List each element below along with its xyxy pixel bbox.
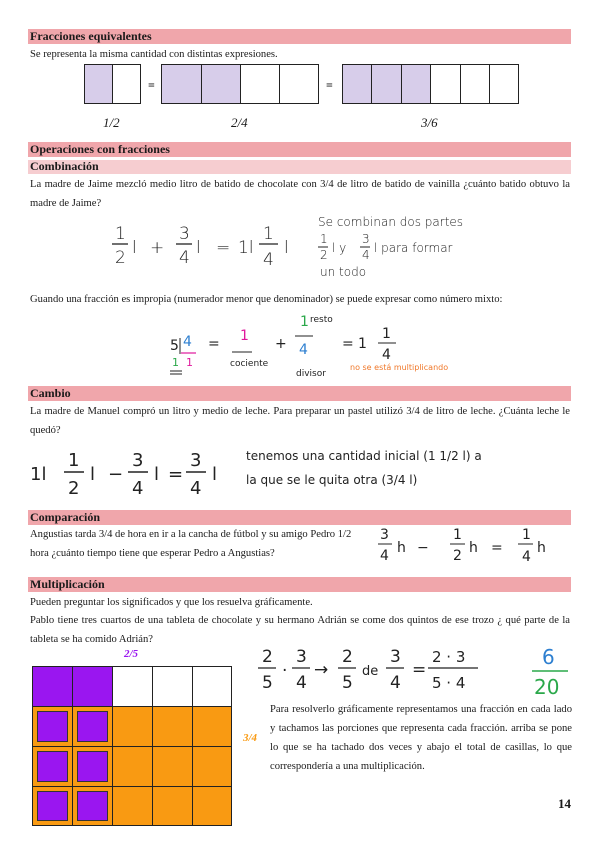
hw-unit: h [537,540,546,556]
page-number: 14 [558,796,571,811]
hw-digit: 5 · 4 [432,674,466,692]
hw-note: la que se le quita otra (3/4 l) [246,473,418,487]
hw-unit: l [132,238,137,258]
bar-cell-empty [460,64,490,104]
grid-cell-empty [152,666,193,707]
hw-note: 1 [320,232,328,246]
comparacion-text: Angustias tarda 3/4 de hora en ir a la cancha de fútbol y su amigo Pedro 1/2 hora ¿cuánto tiempo tiene que esperar Pedro a Angustias? [30,529,352,559]
subsection-band-combinacion [28,160,571,174]
hw-word: de [362,664,379,679]
hw-digit: 3 [190,450,202,471]
subsection-title-combinacion: Combinación [30,159,99,173]
grid-cell-empty [192,666,232,707]
multiplication-grid [32,666,232,826]
hw-digit: 5 [342,673,353,693]
hw-digit: 4 [183,334,192,350]
hw-digit: 2 [115,248,126,268]
label-two-quarters: 2/4 [231,115,248,130]
multiplicacion-text-2: Pablo tiene tres cuartos de una tableta de chocolate y su hermano Adrián se come dos quintos de ese trozo ¿ qué parte de la tableta se ha comido Adrián? [30,615,570,645]
hw-digit: 4 [263,250,274,270]
hw-digit: 1 [453,527,462,543]
equiv-text: Se representa la misma cantidad con distintas expresiones. [30,49,278,60]
hw-digit: 4 [380,548,389,564]
grid-cell-orange [192,746,232,787]
grid-cell-orange [152,706,193,747]
hw-note: no se está multiplicando [350,363,449,372]
hw-op: = [412,660,427,680]
hw-digit: 2 [68,478,80,499]
hw-op: → [314,660,329,680]
hw-unit: h [397,540,406,556]
hw-digit: 3 [390,647,401,667]
hw-digit: 2 [262,647,273,667]
hw-digit: 2 · 3 [432,648,466,666]
hw-whole: 1l [238,238,254,258]
hw-op: − [417,540,429,556]
grid-label-side: 3/4 [243,732,258,744]
grid-cell-orange [152,786,193,826]
mixed-number-handwriting [160,310,460,385]
section-band-multiplicacion [28,577,571,592]
hw-digit: 2 [342,647,353,667]
hw-digit: 4 [190,478,202,499]
hw-label: divisor [296,369,326,379]
hw-digit: 1 [263,224,274,244]
grid-cell-double [32,746,73,787]
grid-cell-orange [112,786,153,826]
hw-op: + [275,336,287,352]
section-title-cambio: Cambio [30,386,71,400]
section-title-multiplicacion: Multiplicación [30,577,105,591]
grid-cell-orange [112,746,153,787]
hw-digit: 4 [382,347,391,363]
hw-digit: 4 [522,549,531,565]
bar-cell-empty [112,64,141,104]
equals-sign: = [326,78,333,92]
hw-unit: l [90,464,96,485]
hw-digit: 3 [179,224,190,244]
hw-note: 3 [362,232,370,246]
hw-digit: 5 [170,338,179,354]
hw-digit: 3 [132,450,144,471]
hw-result-den: 20 [534,675,560,699]
grid-cell-purple [32,666,73,707]
combinacion-text: La madre de Jaime mezcló medio litro de batido de chocolate con 3/4 de litro de batido de vainilla ¿cuánto batido obtuvo la madre de Jaime? [30,179,570,209]
hw-op: = [216,238,231,258]
hw-whole: 1l [30,464,47,485]
hw-unit: h [469,540,478,556]
bar-cell-empty [489,64,519,104]
hw-digit: 1 [172,356,179,369]
impropia-text: Guando una fracción es impropia (numerador menor que denominador) se puede expresar como número mixto: [30,294,503,305]
hw-digit: 2 [453,548,462,564]
hw-digit: 5 [262,673,273,693]
hw-unit: l [284,238,289,258]
hw-unit: l [196,238,201,258]
hw-digit: 1 [382,326,391,342]
section-band-cambio [28,386,571,401]
hw-digit: 4 [296,673,307,693]
hw-digit: 3 [296,647,307,667]
bar-cell-filled [371,64,402,104]
hw-digit: 4 [390,673,401,693]
hw-note: tenemos una cantidad inicial (1 1/2 l) a [246,449,482,463]
bar-cell-empty [240,64,280,104]
comparacion-handwriting [375,520,575,570]
hw-digit: 1 [115,224,126,244]
bar-cell-filled [342,64,372,104]
hw-note: 2 [320,248,328,262]
grid-cell-double [72,786,113,826]
grid-cell-double [72,706,113,747]
label-one-half: 1/2 [103,115,120,130]
bar-cell-filled [84,64,113,104]
hw-note: un todo [320,265,367,279]
grid-cell-purple [72,666,113,707]
cambio-handwriting [30,436,575,504]
grid-cell-orange [112,706,153,747]
hw-digit: 1 [68,450,80,471]
grid-cell-double [72,746,113,787]
multiplication-handwriting [256,640,576,700]
hw-note: l y [332,241,347,255]
grid-cell-orange [192,786,232,826]
section-title-comparacion: Comparación [30,510,100,524]
hw-digit: 1 [358,336,367,352]
grid-cell-empty [112,666,153,707]
multiplicacion-text-1: Pueden preguntar los significados y que los resuelva gráficamente. [30,597,313,608]
equals-sign: = [148,78,155,92]
grid-cell-double [32,706,73,747]
hw-op: + [150,238,165,258]
hw-label: resto [310,315,333,325]
hw-op: = [168,464,184,485]
grid-label-top: 2/5 [124,648,139,660]
bar-cell-empty [279,64,319,104]
grid-cell-orange [192,706,232,747]
bar-cell-filled [161,64,202,104]
grid-cell-double [32,786,73,826]
multiplicacion-explanation: Para resolverlo gráficamente representamos una fracción en cada lado y tachamos las porciones que representa cada fracción. arriba se pone lo que se ha tachado dos veces y abajo el total de casillas, lo que correspondería a una multiplicación. [270,704,572,772]
hw-op: = [491,540,503,556]
bar-cell-filled [201,64,241,104]
hw-note: Se combinan dos partes [318,215,464,229]
hw-op: = [208,336,220,352]
hw-digit: 1 [186,356,193,369]
hw-result-num: 6 [542,645,555,669]
label-three-sixths: 3/6 [421,115,438,130]
hw-op: − [108,464,124,485]
hw-digit: 1 [240,328,249,344]
hw-unit: l [154,464,160,485]
hw-note: 4 [362,248,370,262]
hw-digit: 1 [300,314,309,330]
hw-digit: 3 [380,527,389,543]
hw-note: l para formar [374,241,453,255]
hw-digit: 4 [132,478,144,499]
bar-cell-empty [430,64,461,104]
hw-digit: 1 [522,527,531,543]
hw-digit: 4 [299,342,308,358]
hw-label: cociente [230,359,269,369]
section-title-operaciones: Operaciones con fracciones [30,142,170,156]
cambio-text: La madre de Manuel compró un litro y medio de leche. Para preparar un pastel utilizó 3/4 de litro de leche. ¿Cuánta leche le quedó? [30,406,570,436]
hw-op: · [282,661,288,681]
section-title-equivalentes: Fracciones equivalentes [30,29,152,43]
bar-cell-filled [401,64,431,104]
combination-handwriting [100,210,575,285]
hw-unit: l [212,464,218,485]
hw-op: = [342,336,354,352]
grid-cell-orange [152,746,193,787]
hw-digit: 4 [179,248,190,268]
